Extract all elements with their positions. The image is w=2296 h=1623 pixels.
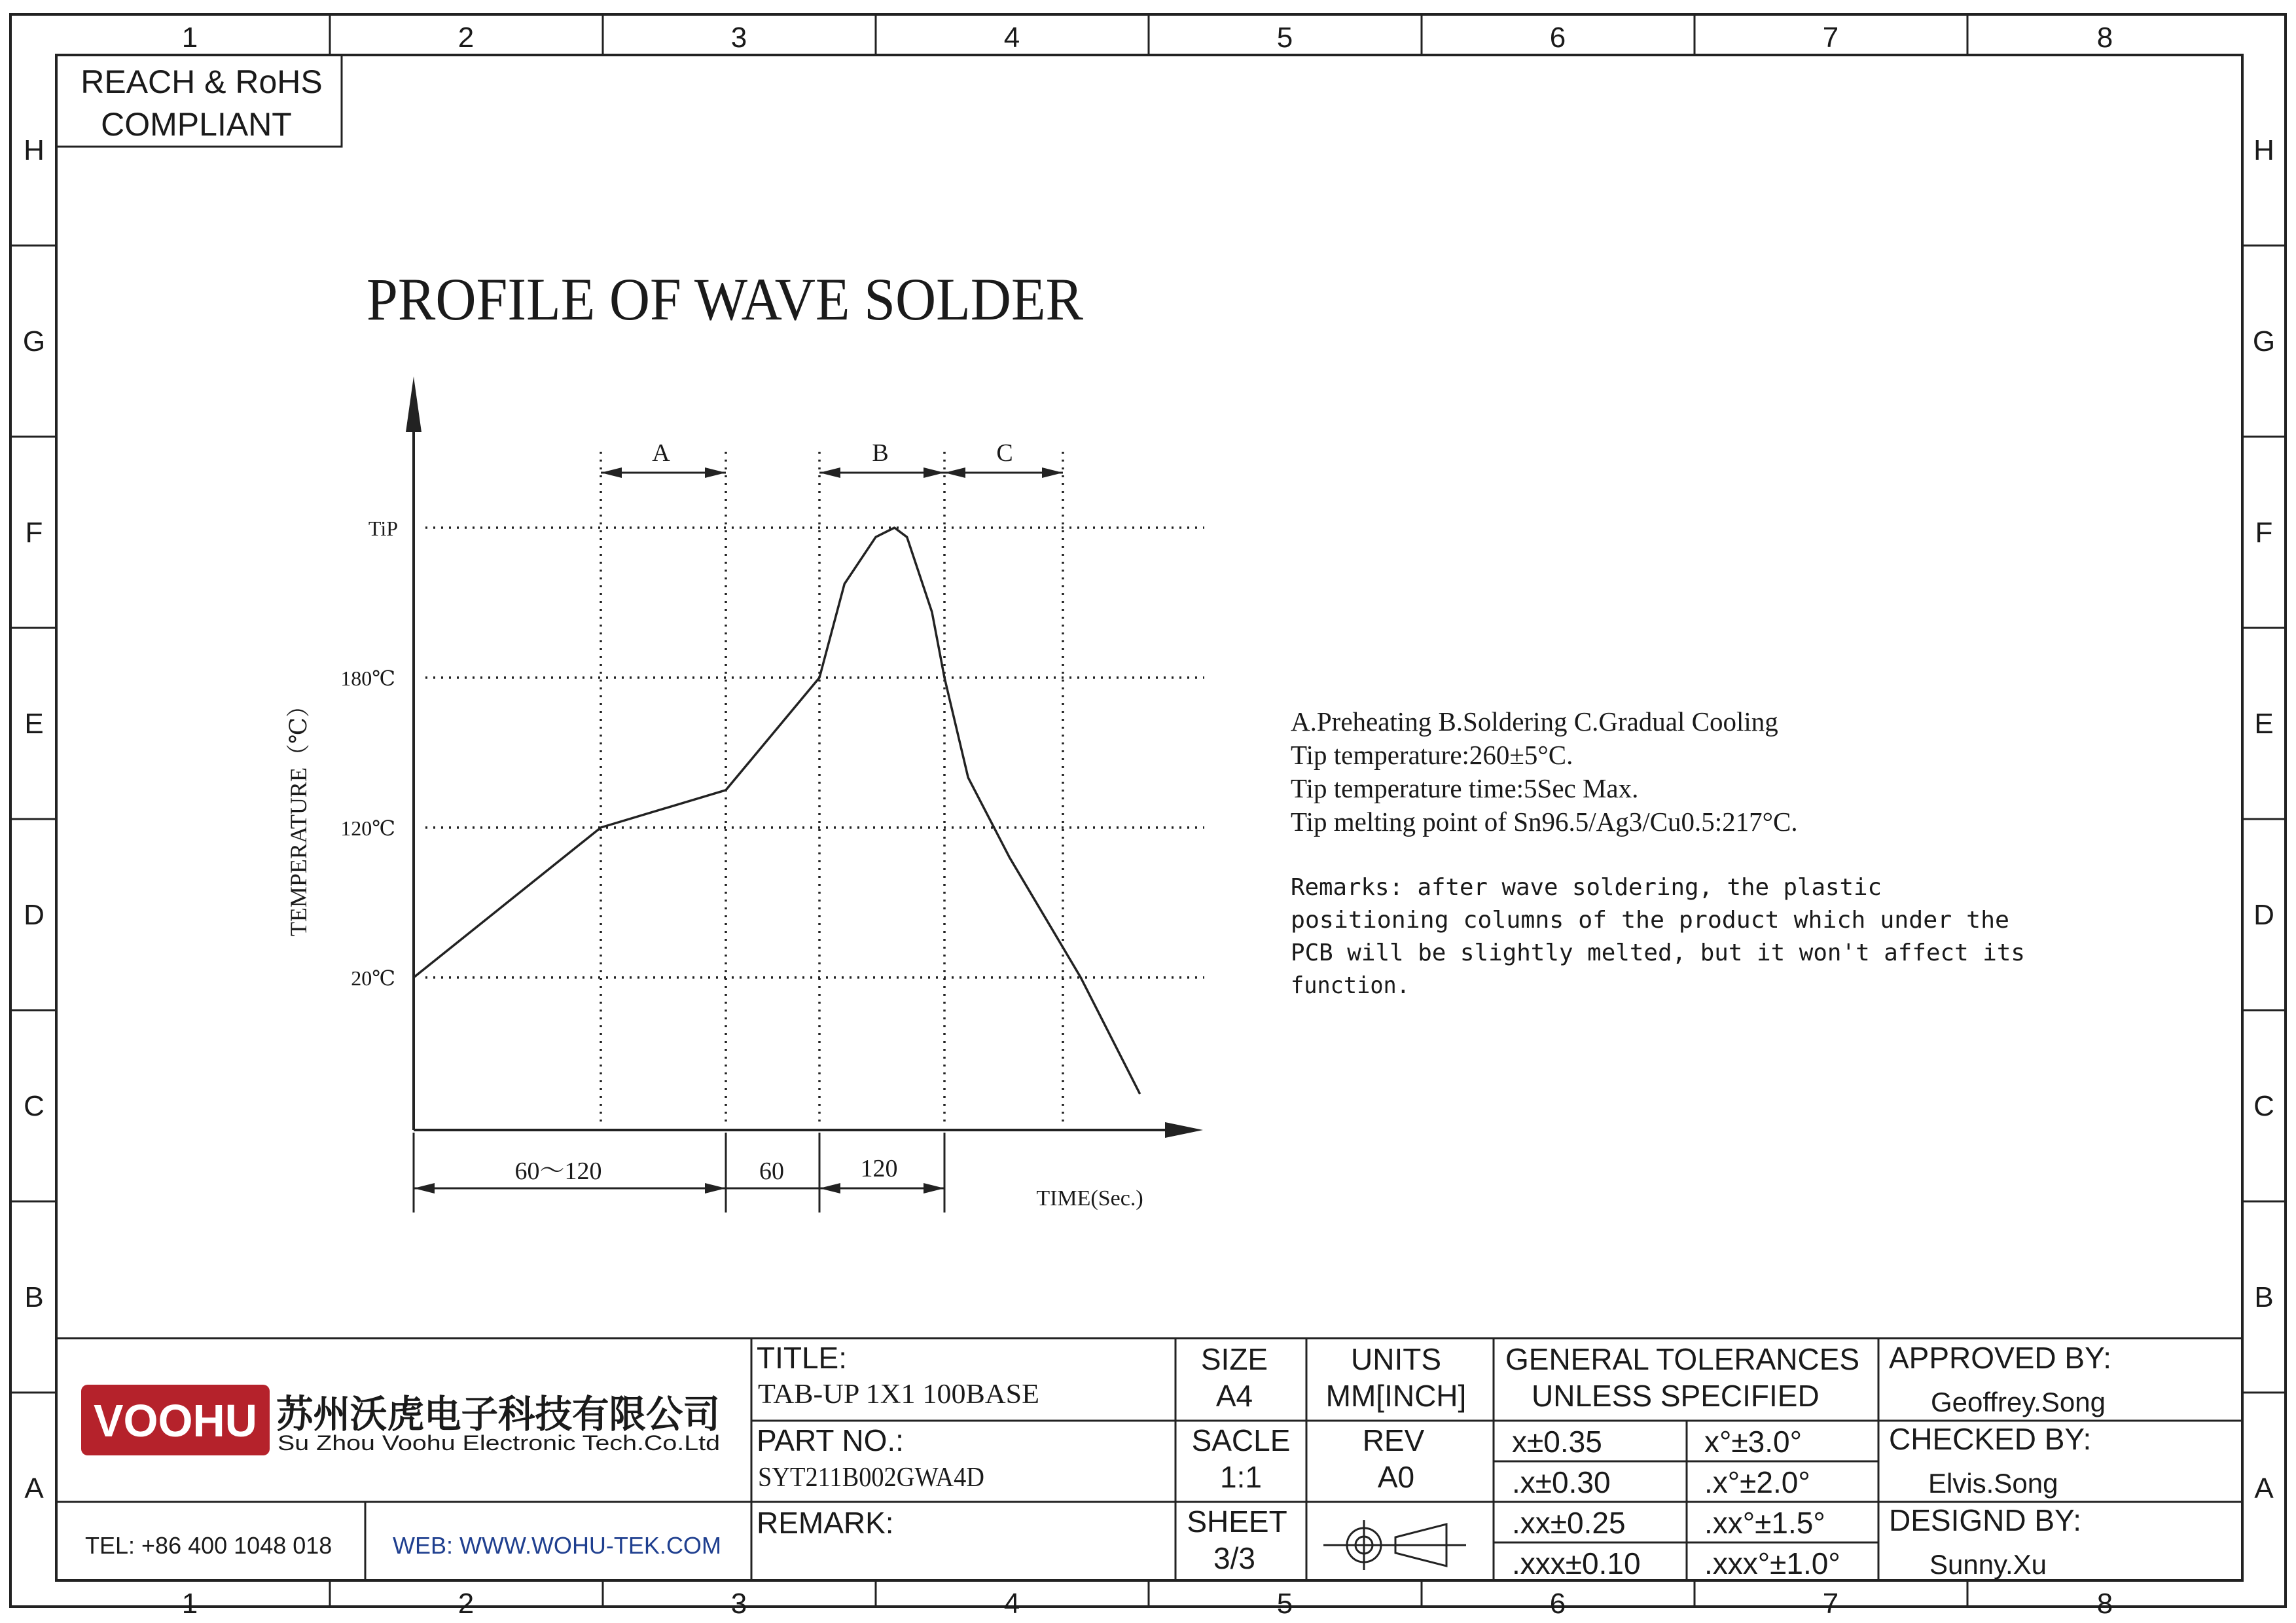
zone-row-label: A: [24, 1472, 44, 1504]
drawing-title: PROFILE OF WAVE SOLDER: [367, 266, 1084, 333]
first-angle-projection-icon: [1323, 1520, 1466, 1570]
process-notes: [1291, 706, 1798, 837]
note-tip-time: Tip temperature time:5Sec Max.: [1291, 773, 1639, 803]
part-no-value: SYT211B002GWA4D: [758, 1463, 984, 1493]
zone-row-label: C: [24, 1090, 45, 1122]
tolerance-angular: x°±3.0°: [1704, 1425, 1802, 1459]
zone-col-label: 8: [2096, 1588, 2113, 1620]
company-name-en: Su Zhou Voohu Electronic Tech.Co.Ltd: [278, 1431, 720, 1455]
zone-row-label: H: [2253, 134, 2274, 166]
zone-row-label: H: [24, 134, 45, 166]
x-axis-arrow: [1165, 1122, 1203, 1138]
zone-col-label: 7: [1822, 1588, 1839, 1620]
tolerance-linear: .x±0.30: [1512, 1465, 1611, 1499]
designed-label: DESIGND BY:: [1889, 1503, 2081, 1537]
compliance-line-2: COMPLIANT: [101, 106, 292, 143]
scale-value: 1:1: [1220, 1460, 1262, 1494]
zone-col-label: 4: [1003, 22, 1020, 54]
sheet-value: 3/3: [1213, 1541, 1255, 1575]
zone-row-label: D: [24, 899, 45, 931]
zone-col-label: 5: [1276, 1588, 1293, 1620]
remarks-line: function.: [1291, 972, 1410, 999]
duration-label: 120: [860, 1155, 898, 1182]
zone-col-label: 1: [181, 22, 198, 54]
tolerances-subheader: UNLESS SPECIFIED: [1532, 1379, 1820, 1413]
part-no-label: PART NO.:: [757, 1423, 904, 1457]
zone-col-label: 6: [1549, 1588, 1566, 1620]
size-value: A4: [1215, 1379, 1253, 1413]
zone-row-label: E: [24, 708, 44, 740]
zone-col-label: 7: [1822, 22, 1839, 54]
rev-value: A0: [1377, 1460, 1415, 1494]
zone-row-label: D: [2253, 899, 2274, 931]
compliance-line-1: REACH & RoHS: [81, 64, 323, 100]
logo-wordmark: VOOHU: [94, 1395, 257, 1446]
zone-col-label: 6: [1549, 22, 1566, 54]
x-axis-label: TIME(Sec.): [1036, 1186, 1143, 1211]
remark-label: REMARK:: [757, 1506, 894, 1540]
remarks-line: PCB will be slightly melted, but it won't affect its: [1291, 939, 2025, 966]
checked-value: Elvis.Song: [1928, 1468, 2058, 1499]
tolerances-header: GENERAL TOLERANCES: [1505, 1342, 1860, 1376]
zone-row-label: F: [2255, 517, 2273, 549]
company-name-cn: 苏州沃虎电子科技有限公司: [276, 1393, 720, 1436]
note-phases: A.Preheating B.Soldering C.Gradual Cooling: [1291, 706, 1778, 737]
checked-label: CHECKED BY:: [1889, 1422, 2092, 1456]
y-axis-arrow: [406, 376, 422, 432]
rev-label: REV: [1362, 1423, 1425, 1457]
zone-col-label: 3: [730, 22, 747, 54]
y-tick-label: 180℃: [340, 666, 395, 690]
approved-value: Geoffrey.Song: [1931, 1387, 2106, 1417]
approved-label: APPROVED BY:: [1889, 1341, 2112, 1375]
remarks-line: Remarks: after wave soldering, the plastic: [1291, 874, 1882, 901]
tolerance-angular: .xxx°±1.0°: [1704, 1546, 1840, 1580]
title-label: TITLE:: [757, 1341, 848, 1375]
zone-col-label: 3: [730, 1588, 747, 1620]
zone-row-label: C: [2253, 1090, 2274, 1122]
zone-col-label: 2: [457, 1588, 475, 1620]
phase-label-a: A: [652, 439, 670, 467]
zone-col-label: 8: [2096, 22, 2113, 54]
y-tick-label: 20℃: [351, 966, 395, 990]
zone-row-label: G: [2252, 325, 2276, 357]
note-tip-melt: Tip melting point of Sn96.5/Ag3/Cu0.5:217°C.: [1291, 807, 1798, 837]
contact-tel: TEL: +86 400 1048 018: [85, 1532, 332, 1559]
duration-label: 60: [759, 1158, 784, 1185]
zone-col-label: 1: [181, 1588, 198, 1620]
scale-label: SACLE: [1191, 1423, 1291, 1457]
title-block: [56, 1338, 2242, 1580]
zone-row-label: B: [2254, 1281, 2274, 1313]
zone-col-label: 5: [1276, 22, 1293, 54]
tolerance-linear: .xxx±0.10: [1512, 1546, 1641, 1580]
contact-web: WEB: WWW.WOHU-TEK.COM: [393, 1532, 721, 1559]
compliance-badge: [56, 55, 342, 147]
tolerance-linear: x±0.35: [1512, 1425, 1602, 1459]
tolerance-angular: .x°±2.0°: [1704, 1465, 1810, 1499]
zone-row-label: A: [2254, 1472, 2274, 1504]
designed-value: Sunny.Xu: [1929, 1549, 2047, 1580]
duration-label: 60～120: [514, 1158, 602, 1185]
remarks-text: [1291, 874, 2025, 999]
y-tick-label: TiP: [368, 517, 398, 540]
title-value: TAB-UP 1X1 100BASE: [758, 1379, 1039, 1410]
temperature-profile-curve: [414, 528, 1140, 1094]
voohu-logo: [81, 1385, 270, 1455]
units-label: UNITS: [1351, 1342, 1441, 1376]
zone-row-label: G: [22, 325, 46, 357]
note-tip-temp: Tip temperature:260±5°C.: [1291, 740, 1573, 770]
phase-dimension-top: [601, 467, 1063, 478]
zone-col-label: 4: [1003, 1588, 1020, 1620]
phase-label-c: C: [996, 439, 1013, 467]
size-label: SIZE: [1200, 1342, 1268, 1376]
units-value: MM[INCH]: [1325, 1379, 1467, 1413]
zone-row-label: E: [2254, 708, 2274, 740]
zone-row-label: B: [24, 1281, 44, 1313]
sheet-label: SHEET: [1187, 1504, 1287, 1539]
remarks-line: positioning columns of the product which under the: [1291, 907, 2009, 934]
tolerance-linear: .xx±0.25: [1512, 1506, 1626, 1540]
tolerance-angular: .xx°±1.5°: [1704, 1506, 1825, 1540]
phase-label-b: B: [872, 439, 889, 467]
y-tick-label: 120℃: [340, 816, 395, 840]
zone-col-label: 2: [457, 22, 475, 54]
y-axis-label: TEMPERATURE（℃）: [285, 693, 312, 937]
solder-profile-chart: [285, 376, 1204, 1213]
zone-row-label: F: [25, 517, 43, 549]
